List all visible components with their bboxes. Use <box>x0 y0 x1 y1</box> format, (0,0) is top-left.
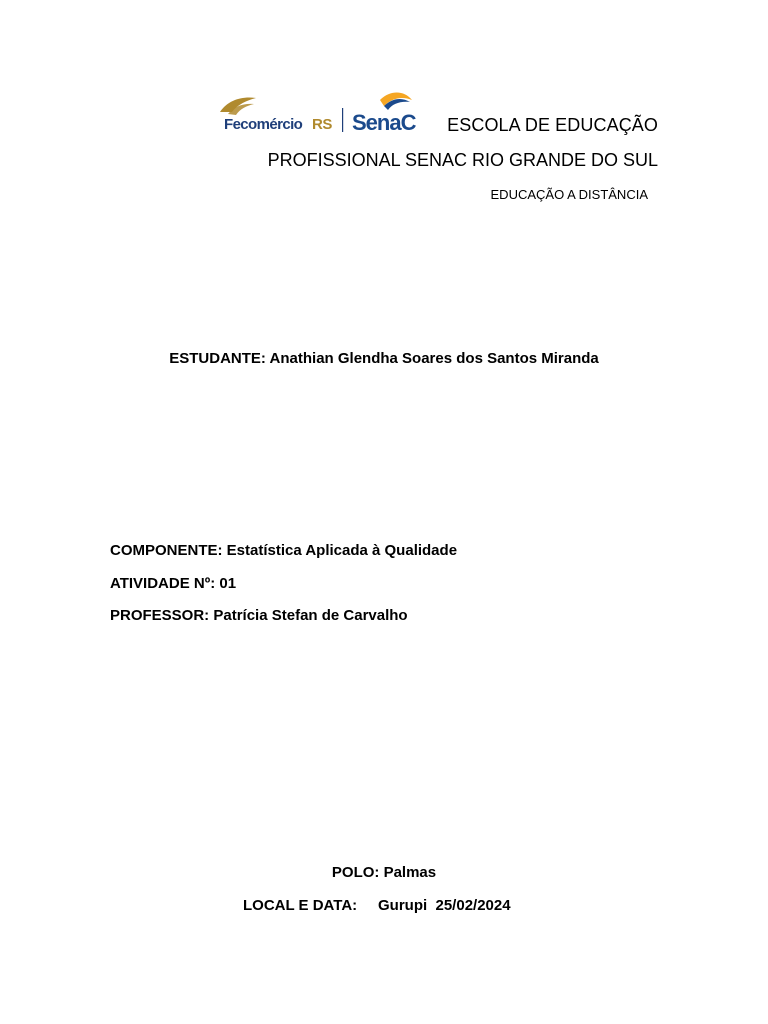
senac-sail-icon <box>380 93 412 111</box>
professor-row <box>110 607 408 624</box>
svg-text:Fecomércio: Fecomércio <box>224 116 303 133</box>
fecomercio-senac-logo <box>214 88 419 136</box>
svg-text:RS: RS <box>312 116 333 133</box>
local-date-line <box>243 897 511 914</box>
professor-label: PROFESSOR: <box>110 607 210 624</box>
polo-value: Palmas <box>383 864 437 881</box>
componente-value: Estatística Aplicada à Qualidade <box>226 542 458 559</box>
student-line <box>0 350 768 367</box>
student-name: Anathian Glendha Soares dos Santos Miranda <box>269 350 599 367</box>
fecomercio-swoosh-icon <box>220 98 256 115</box>
school-name-line1: ESCOLA DE EDUCAÇÃO <box>447 115 658 135</box>
atividade-value: 01 <box>219 575 237 592</box>
polo-line <box>0 864 768 881</box>
polo-label: POLO: <box>331 864 380 881</box>
logo-divider <box>342 108 343 132</box>
atividade-label: ATIVIDADE Nº: <box>110 575 216 592</box>
svg-text:SenaC: SenaC <box>352 110 416 135</box>
school-name-line2: PROFISSIONAL SENAC RIO GRANDE DO SUL <box>267 150 658 170</box>
componente-label: COMPONENTE: <box>110 542 223 559</box>
local-date-value: Gurupi 25/02/2024 <box>378 897 511 914</box>
atividade-row <box>110 575 236 592</box>
student-label: ESTUDANTE: <box>169 350 266 367</box>
local-date-label: LOCAL E DATA: <box>243 897 358 914</box>
componente-row <box>110 542 457 559</box>
professor-value: Patrícia Stefan de Carvalho <box>213 607 408 624</box>
distance-education-label: EDUCAÇÃO A DISTÂNCIA <box>490 187 648 202</box>
